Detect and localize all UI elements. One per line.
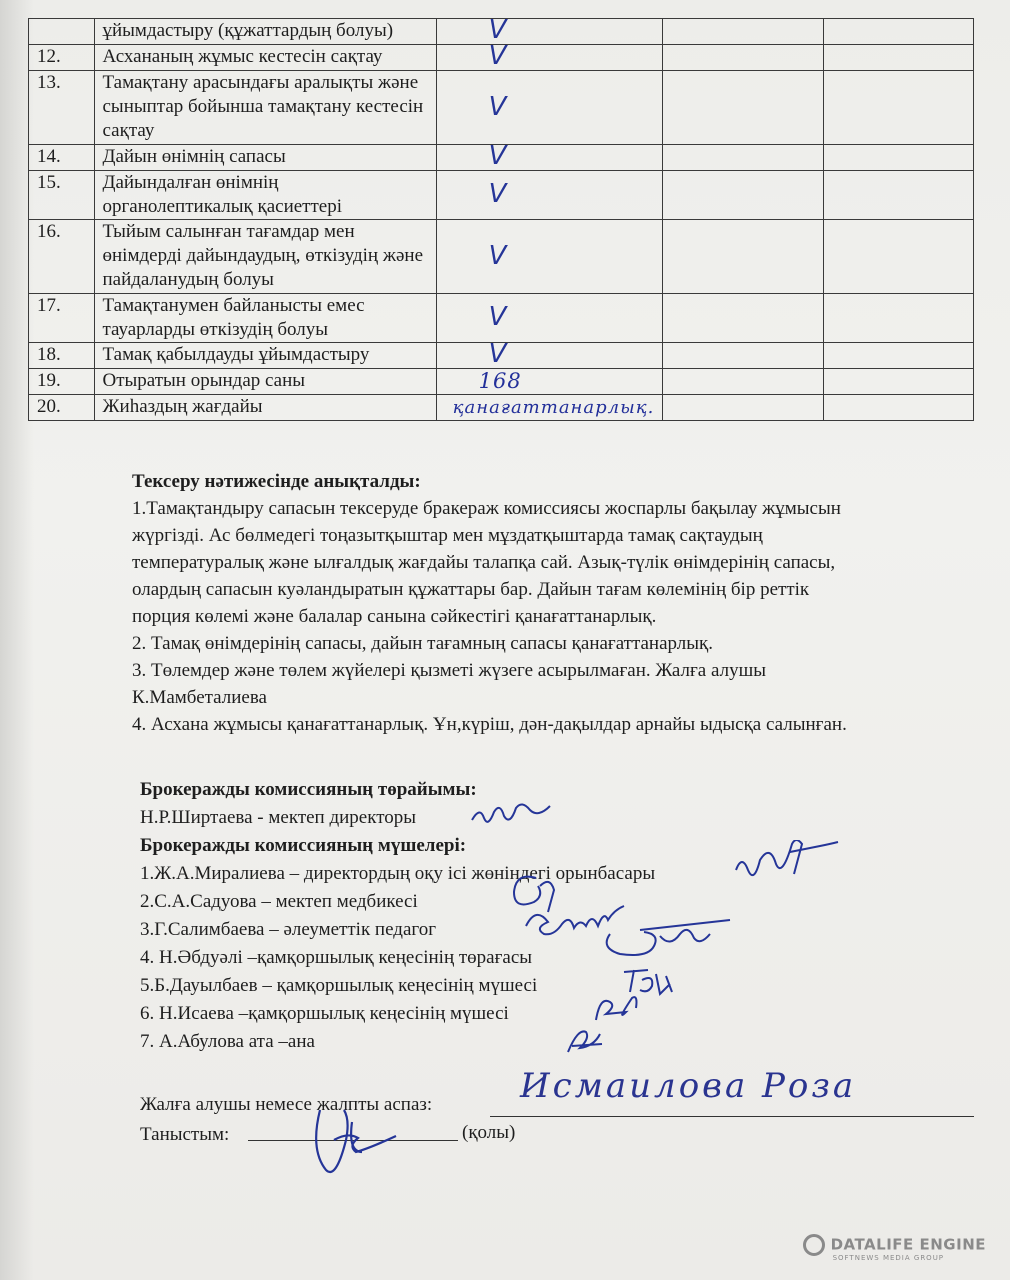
row-number: 16.: [29, 220, 95, 294]
empty-cell: [663, 294, 824, 343]
empty-cell: [663, 171, 824, 220]
datalife-logo-icon: [803, 1234, 825, 1256]
empty-cell: [824, 343, 974, 369]
row-mark-cell: [436, 141, 663, 171]
empty-cell: [663, 395, 824, 421]
checkmark-icon: V: [488, 179, 507, 209]
member-line: 7. А.Абулова ата –ана: [140, 1031, 315, 1052]
row-mark-cell: [436, 395, 663, 421]
row-criterion: Тамақтану арасындағы аралықты және сыныптар бойынша тамақтану кестесін сақтау: [94, 71, 436, 145]
checkmark-icon: V: [488, 92, 507, 122]
row-criterion: Жиһаздың жағдайы: [94, 395, 436, 421]
empty-cell: [663, 369, 824, 395]
empty-cell: [824, 19, 974, 45]
row-mark-cell: [436, 71, 663, 145]
row-number: 20.: [29, 395, 95, 421]
chair-signature: [468, 800, 558, 830]
table-row: [29, 71, 974, 145]
row-mark-cell: [436, 41, 663, 71]
checkmark-icon: V: [488, 241, 507, 271]
row-number: 15.: [29, 171, 95, 220]
member-signature-6: [588, 994, 638, 1030]
member-line: 2.С.А.Садуова – мектеп медбикесі: [140, 891, 418, 912]
row-number: 18.: [29, 343, 95, 369]
row-mark-cell: [436, 339, 663, 369]
checkmark-icon: V: [488, 41, 507, 71]
member-line: 6. Н.Исаева –қамқоршылық кеңесінің мүшесі: [140, 1003, 509, 1024]
signature-caption: (қолы): [462, 1122, 516, 1143]
checkmark-icon: V: [488, 141, 507, 171]
findings-line: 4. Асхана жұмысы қанағаттанарлық. Ұн,күріш, дән-дақылдар арнайы ыдысқа салынған.: [132, 714, 847, 735]
row-number: [29, 19, 95, 45]
empty-cell: [824, 45, 974, 71]
members-heading: Брокеражды комиссияның мүшелері:: [140, 835, 467, 856]
findings-line: 1.Тамақтандыру сапасын тексеруде бракераж комиссиясы жоспарлы бақылау жұмысын: [132, 498, 841, 519]
empty-cell: [824, 395, 974, 421]
table-row: [29, 220, 974, 294]
cook-label: Жалға алушы немесе жалпты аспаз:: [140, 1094, 433, 1115]
member-signature-1: [732, 840, 842, 886]
checkmark-icon: V: [488, 15, 507, 45]
member-signature-7: [562, 1026, 612, 1062]
member-signature-4: [600, 916, 740, 962]
row-criterion: Отыратын орындар саны: [94, 369, 436, 395]
watermark-title: DATALIFE ENGINE: [830, 1235, 986, 1254]
findings-line: 2. Тамақ өнімдерінің сапасы, дайын тағамның сапасы қанағаттанарлық.: [132, 633, 714, 654]
inspection-checklist-table: [28, 15, 974, 421]
row-criterion: Тыйым салынған тағамдар мен өнімдерді дайындаудың, өткізудің және пайдаланудың болуы: [94, 220, 436, 294]
row-criterion: ұйымдастыру (құжаттардың болуы): [94, 19, 436, 45]
empty-cell: [824, 220, 974, 294]
findings-line: температуралық және ылғалдық жағдайы талапқа сай. Азық-түлік өнімдерінің сапасы,: [132, 552, 836, 573]
acquainted-signature: [290, 1100, 400, 1180]
findings-line: К.Мамбеталиева: [132, 687, 267, 708]
empty-cell: [824, 294, 974, 343]
acquainted-label: Таныстым:: [140, 1124, 230, 1145]
row-criterion: Асхананың жұмыс кестесін сақтау: [94, 45, 436, 71]
row-number: 12.: [29, 45, 95, 71]
row-number: 19.: [29, 369, 95, 395]
chair-heading: Брокеражды комиссияның төрайымы:: [140, 779, 477, 800]
findings-line: жүргізді. Ас бөлмедегі тоңазытқыштар мен мұздатқыштарда тамақ сақтаудың: [132, 525, 763, 546]
empty-cell: [663, 343, 824, 369]
chair-name: Н.Р.Ширтаева - мектеп директоры: [140, 807, 417, 828]
table-row: [29, 294, 974, 343]
empty-cell: [824, 145, 974, 171]
member-line: 4. Н.Әбдуәлі –қамқоршылық кеңесінің төрағасы: [140, 947, 533, 968]
empty-cell: [824, 71, 974, 145]
row-mark-cell: [436, 220, 663, 294]
row-criterion: Тамақ қабылдауды ұйымдастыру: [94, 343, 436, 369]
handwritten-value: қанағаттанарлық.: [452, 397, 655, 418]
member-line: 3.Г.Салимбаева – әлеуметтік педагог: [140, 919, 436, 940]
empty-cell: [663, 145, 824, 171]
row-number: 13.: [29, 71, 95, 145]
cook-handwritten-name: Исмаилова Роза: [520, 1066, 857, 1106]
row-criterion: Тамақтанумен байланысты емес тауарларды өткізудің болуы: [94, 294, 436, 343]
empty-cell: [663, 71, 824, 145]
findings-line: 3. Төлемдер және төлем жүйелері қызметі жүзеге асырылмаған. Жалға алушы: [132, 660, 766, 681]
table-row: [29, 343, 974, 369]
watermark: [803, 1234, 986, 1262]
row-mark-cell: [436, 15, 663, 45]
table-row: [29, 45, 974, 71]
empty-cell: [824, 369, 974, 395]
row-mark-cell: [436, 294, 663, 343]
empty-cell: [663, 45, 824, 71]
row-criterion: Дайындалған өнімнің органолептикалық қасиеттері: [94, 171, 436, 220]
empty-cell: [663, 220, 824, 294]
checkmark-icon: V: [488, 339, 507, 369]
findings-heading: Тексеру нәтижесінде анықталды:: [132, 471, 421, 492]
empty-cell: [824, 171, 974, 220]
cook-underline: [490, 1116, 974, 1117]
table-row: [29, 145, 974, 171]
row-mark-cell: [436, 171, 663, 220]
findings-line: олардың сапасын куәландыратын құжаттары бар. Дайын тағам көлемінің бір реттік: [132, 579, 810, 600]
member-line: 5.Б.Дауылбаев – қамқоршылық кеңесінің мүшесі: [140, 975, 538, 996]
watermark-subtitle: SOFTNEWS MEDIA GROUP: [832, 1254, 945, 1262]
findings-section: [132, 468, 972, 738]
member-line: 1.Ж.А.Миралиева – директордың оқу ісі жөніндегі орынбасары: [140, 863, 656, 884]
row-criterion: Дайын өнімнің сапасы: [94, 145, 436, 171]
table-row: [29, 369, 974, 395]
row-number: 14.: [29, 145, 95, 171]
table-row: [29, 395, 974, 421]
checkmark-icon: V: [488, 302, 507, 332]
empty-cell: [663, 19, 824, 45]
findings-line: порция көлемі және балалар санына сәйкестігі қанағаттанарлық.: [132, 606, 657, 627]
table-row: [29, 171, 974, 220]
row-mark-cell: [436, 369, 663, 395]
row-number: 17.: [29, 294, 95, 343]
handwritten-value: 168: [478, 369, 522, 393]
